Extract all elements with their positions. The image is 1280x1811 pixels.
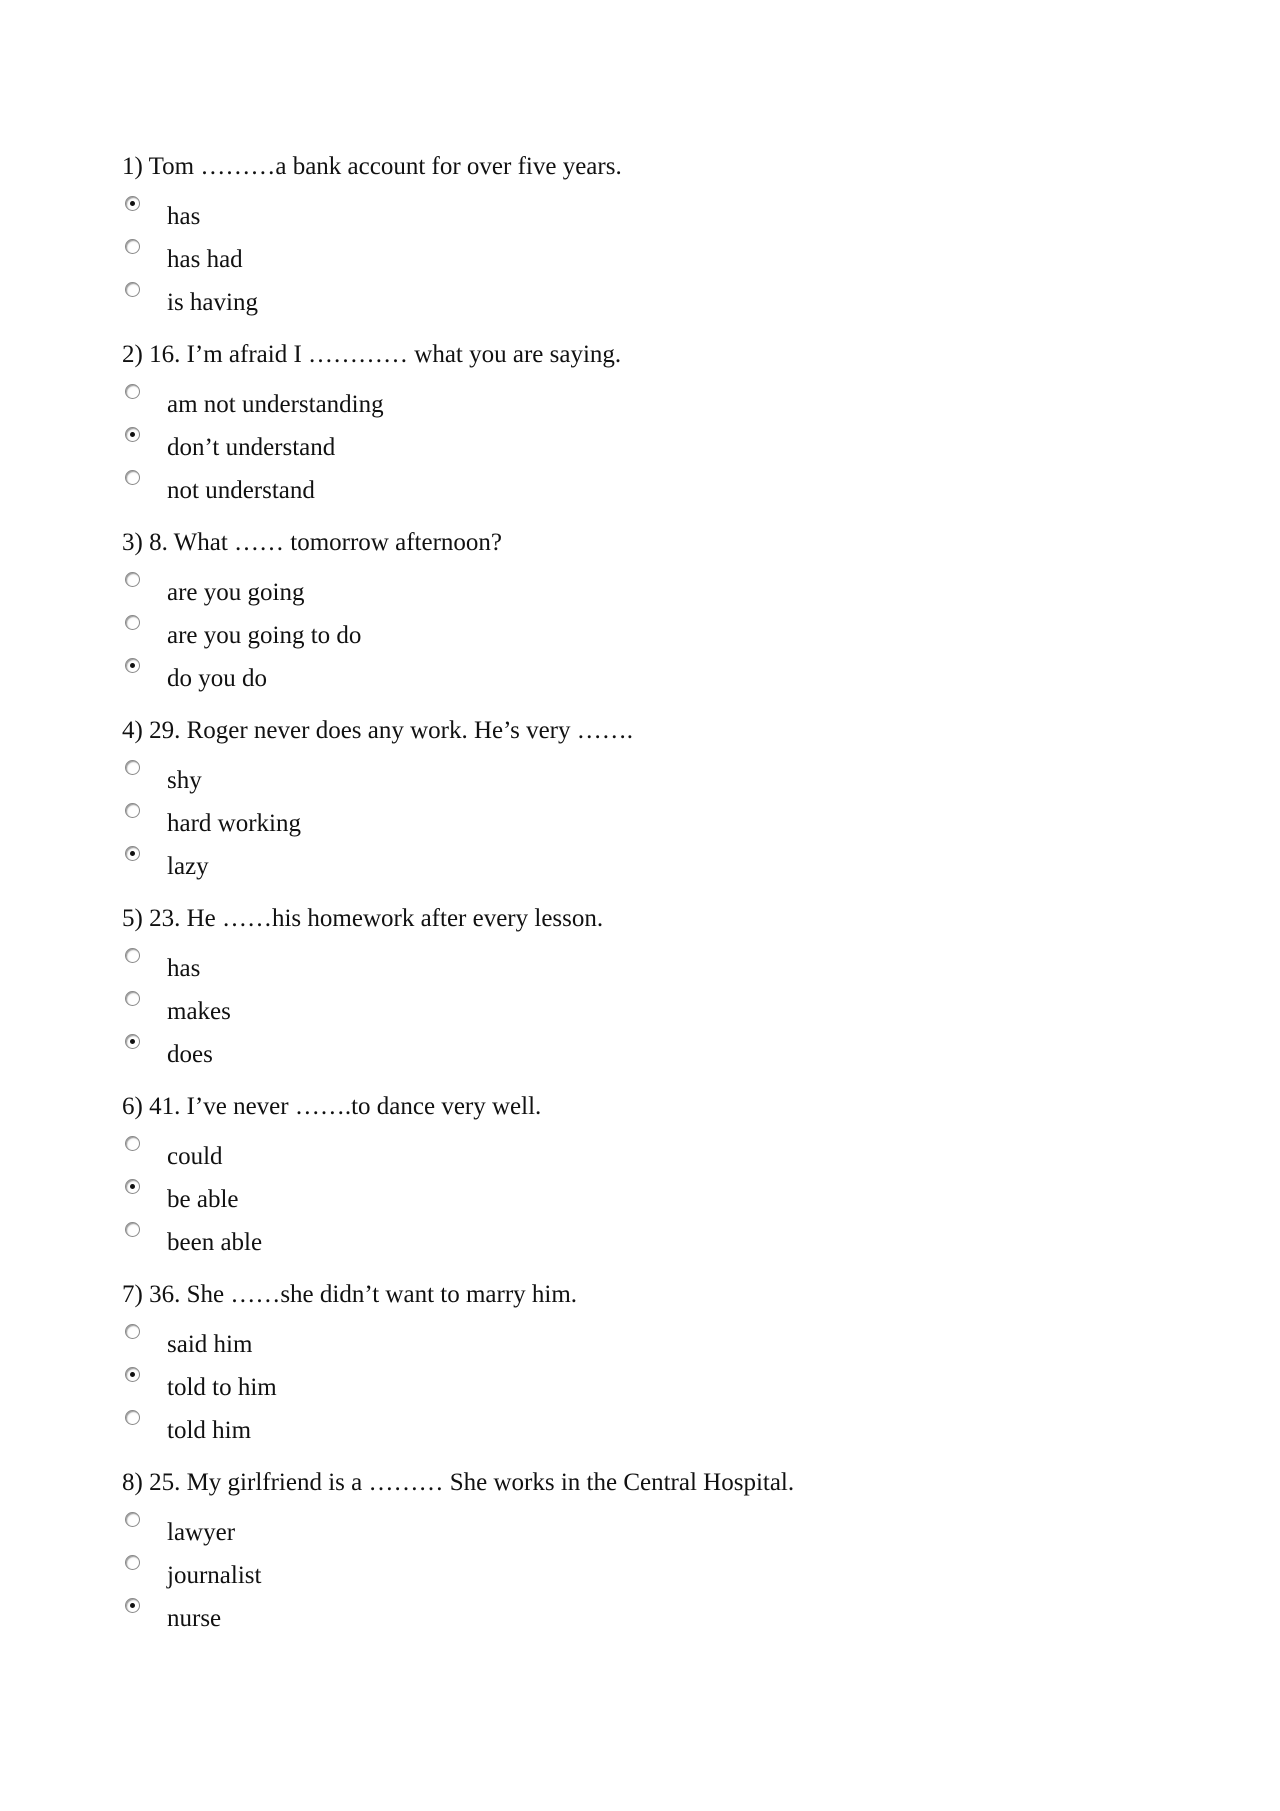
- answer-label: am not understanding: [167, 391, 384, 418]
- radio-button[interactable]: [125, 1222, 140, 1237]
- answer-label: said him: [167, 1331, 253, 1358]
- answer-option[interactable]: [122, 237, 1122, 280]
- answer-option[interactable]: [122, 1177, 1122, 1220]
- answer-label: does: [167, 1041, 213, 1068]
- question-6: [122, 1092, 1122, 1280]
- radio-button[interactable]: [125, 658, 140, 673]
- radio-button[interactable]: [125, 1410, 140, 1425]
- question-5: [122, 904, 1122, 1092]
- radio-button[interactable]: [125, 948, 140, 963]
- radio-button[interactable]: [125, 384, 140, 399]
- answer-label: makes: [167, 998, 231, 1025]
- answer-option[interactable]: [122, 656, 1122, 699]
- answer-option[interactable]: [122, 468, 1122, 511]
- answer-option[interactable]: [122, 844, 1122, 887]
- answer-option[interactable]: [122, 989, 1122, 1032]
- radio-button[interactable]: [125, 239, 140, 254]
- radio-button[interactable]: [125, 1555, 140, 1570]
- answer-label: is having: [167, 289, 258, 316]
- answer-option[interactable]: [122, 1322, 1122, 1365]
- answer-label: told to him: [167, 1374, 277, 1401]
- radio-button[interactable]: [125, 470, 140, 485]
- radio-button[interactable]: [125, 282, 140, 297]
- radio-button[interactable]: [125, 1034, 140, 1049]
- question-text: 2) 16. I’m afraid I ………… what you are saying.: [122, 341, 622, 368]
- answer-option[interactable]: [122, 1032, 1122, 1075]
- answer-option[interactable]: [122, 194, 1122, 237]
- answer-option[interactable]: [122, 1596, 1122, 1639]
- answer-label: could: [167, 1143, 223, 1170]
- answer-label: has: [167, 955, 201, 982]
- answer-option[interactable]: [122, 801, 1122, 844]
- answer-label: has: [167, 203, 201, 230]
- answer-option[interactable]: [122, 613, 1122, 656]
- answer-option[interactable]: [122, 425, 1122, 468]
- radio-button[interactable]: [125, 1367, 140, 1382]
- question-4: [122, 716, 1122, 904]
- answer-option[interactable]: [122, 1220, 1122, 1263]
- question-text: 5) 23. He ……his homework after every lesson.: [122, 905, 604, 932]
- radio-button[interactable]: [125, 1598, 140, 1613]
- radio-button[interactable]: [125, 1512, 140, 1527]
- answer-label: not understand: [167, 477, 315, 504]
- answer-label: been able: [167, 1229, 263, 1256]
- answer-label: nurse: [167, 1605, 222, 1632]
- answer-label: hard working: [167, 810, 301, 837]
- answer-label: journalist: [167, 1562, 262, 1589]
- radio-button[interactable]: [125, 1324, 140, 1339]
- answer-option[interactable]: [122, 280, 1122, 323]
- answer-option[interactable]: [122, 1134, 1122, 1177]
- question-text: 8) 25. My girlfriend is a ……… She works in the Central Hospital.: [122, 1469, 795, 1496]
- answer-option[interactable]: [122, 1510, 1122, 1553]
- question-1: [122, 152, 1122, 340]
- radio-button[interactable]: [125, 615, 140, 630]
- answer-label: lawyer: [167, 1519, 236, 1546]
- question-2: [122, 340, 1122, 528]
- question-text: 7) 36. She ……she didn’t want to marry him.: [122, 1281, 578, 1308]
- answer-label: told him: [167, 1417, 252, 1444]
- radio-button[interactable]: [125, 196, 140, 211]
- answer-label: lazy: [167, 853, 209, 880]
- radio-button[interactable]: [125, 427, 140, 442]
- question-3: [122, 528, 1122, 716]
- radio-button[interactable]: [125, 1136, 140, 1151]
- answer-label: are you going: [167, 579, 305, 606]
- answer-option[interactable]: [122, 1408, 1122, 1451]
- question-text: 1) Tom ………a bank account for over five years.: [122, 153, 622, 180]
- question-8: [122, 1468, 1122, 1656]
- answer-option[interactable]: [122, 382, 1122, 425]
- answer-option[interactable]: [122, 1365, 1122, 1408]
- question-text: 4) 29. Roger never does any work. He’s very …….: [122, 717, 633, 744]
- answer-label: has had: [167, 246, 243, 273]
- answer-label: shy: [167, 767, 202, 794]
- question-text: 6) 41. I’ve never …….to dance very well.: [122, 1093, 542, 1120]
- radio-button[interactable]: [125, 1179, 140, 1194]
- answer-label: are you going to do: [167, 622, 362, 649]
- radio-button[interactable]: [125, 572, 140, 587]
- radio-button[interactable]: [125, 846, 140, 861]
- radio-button[interactable]: [125, 803, 140, 818]
- answer-label: be able: [167, 1186, 239, 1213]
- radio-button[interactable]: [125, 760, 140, 775]
- question-text: 3) 8. What …… tomorrow afternoon?: [122, 529, 502, 556]
- answer-label: don’t understand: [167, 434, 336, 461]
- answer-option[interactable]: [122, 1553, 1122, 1596]
- radio-button[interactable]: [125, 991, 140, 1006]
- answer-option[interactable]: [122, 758, 1122, 801]
- answer-label: do you do: [167, 665, 267, 692]
- answer-option[interactable]: [122, 946, 1122, 989]
- question-7: [122, 1280, 1122, 1468]
- quiz-form: [122, 152, 1122, 1656]
- answer-option[interactable]: [122, 570, 1122, 613]
